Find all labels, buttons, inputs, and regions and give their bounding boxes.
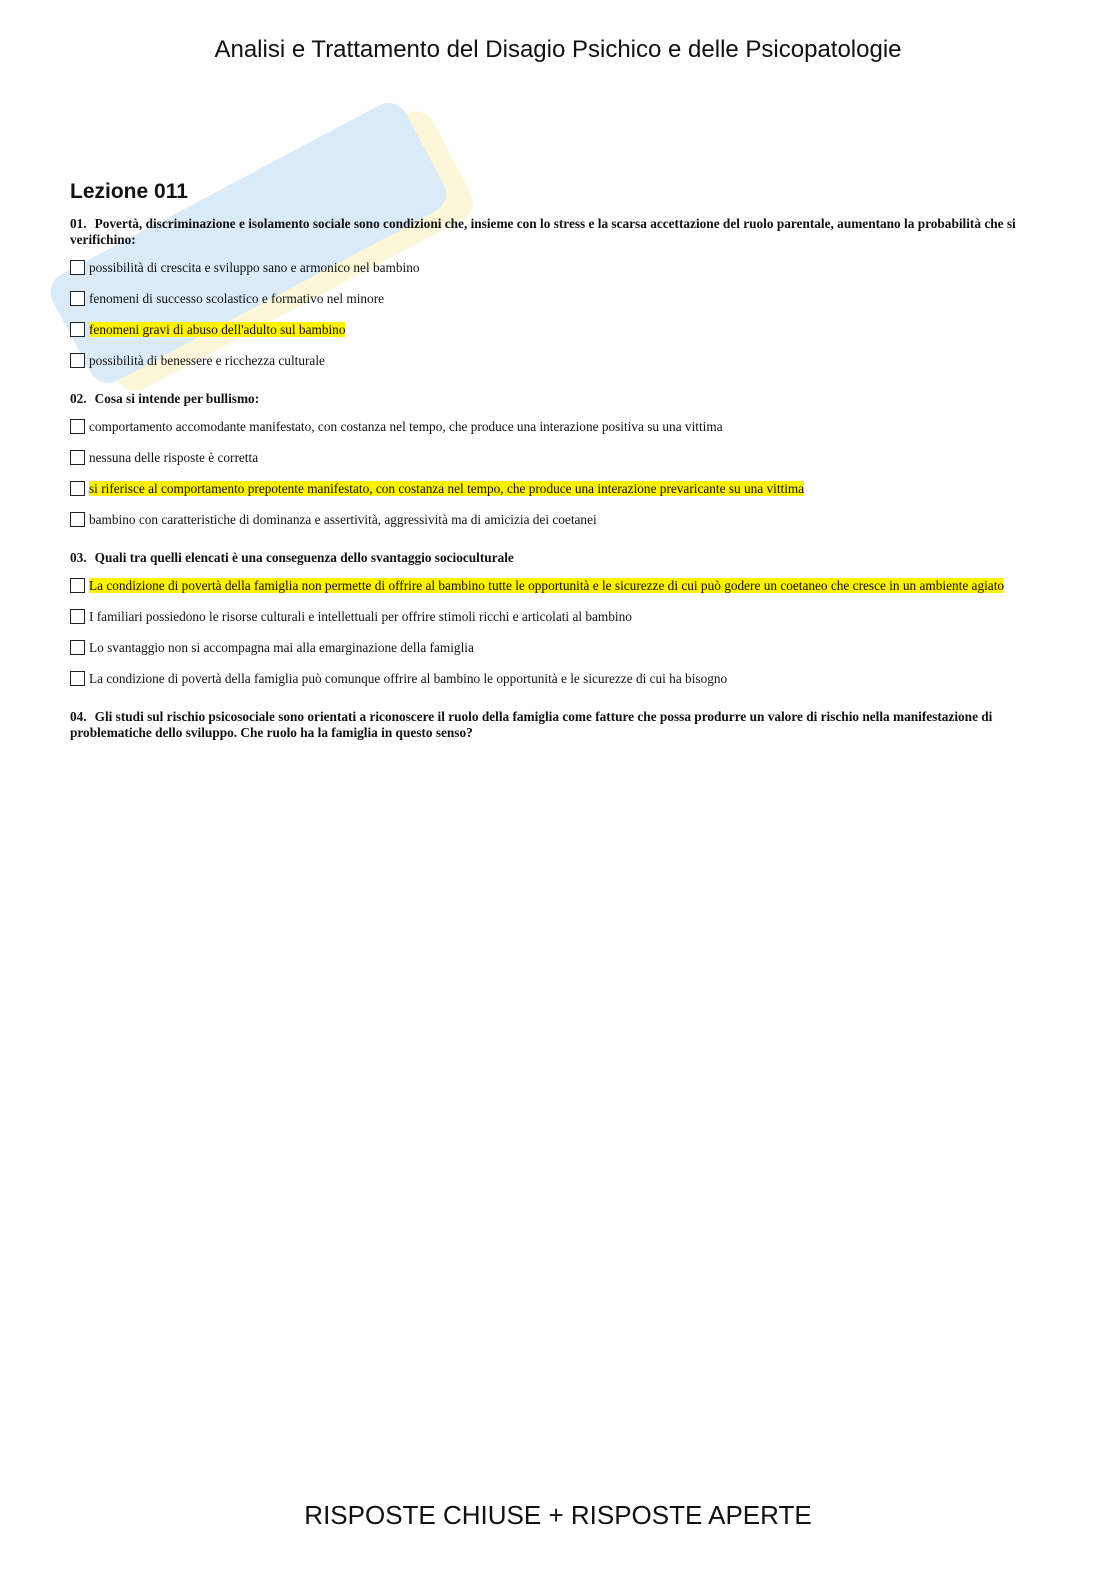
question-text — [70, 709, 1045, 741]
answer-option-text — [89, 419, 1045, 435]
answer-option-text — [89, 353, 1045, 369]
question-text — [70, 216, 1045, 248]
question-text — [70, 391, 1045, 407]
answer-option[interactable] — [70, 609, 1045, 625]
document-content — [70, 180, 1045, 763]
question-number: 02. — [70, 391, 87, 406]
answer-label: possibilità di crescita e sviluppo sano e armonico nel bambino — [89, 260, 420, 275]
answer-option[interactable] — [70, 450, 1045, 466]
question-block — [70, 550, 1045, 687]
answer-checkbox[interactable] — [70, 578, 85, 593]
question-prompt: Cosa si intende per bullismo: — [94, 391, 260, 406]
highlighted-answer-text: si riferisce al comportamento prepotente manifestato, con costanza nel tempo, che produce una interazione prevaricante su una vittima — [89, 481, 805, 496]
question-prompt: Quali tra quelli elencati è una conseguenza dello svantaggio socioculturale — [94, 550, 514, 565]
answer-option[interactable] — [70, 512, 1045, 528]
question-number: 03. — [70, 550, 87, 565]
question-block — [70, 216, 1045, 369]
answer-option-text — [89, 512, 1045, 528]
answer-option[interactable] — [70, 322, 1045, 338]
answer-label: La condizione di povertà della famiglia può comunque offrire al bambino le opportunità e le sicurezze di cui ha bisogno — [89, 671, 728, 686]
answer-option[interactable] — [70, 291, 1045, 307]
question-text — [70, 550, 1045, 566]
answer-option-text — [89, 578, 1045, 594]
page-header-title: Analisi e Trattamento del Disagio Psichico e delle Psicopatologie — [214, 36, 902, 63]
answer-checkbox[interactable] — [70, 260, 85, 275]
answer-checkbox[interactable] — [70, 481, 85, 496]
answer-option-text — [89, 260, 1045, 276]
answer-label: Lo svantaggio non si accompagna mai alla emarginazione della famiglia — [89, 640, 474, 655]
answer-label: bambino con caratteristiche di dominanza e assertività, aggressività ma di amicizia dei coetanei — [89, 512, 597, 527]
answer-option[interactable] — [70, 578, 1045, 594]
lesson-title: Lezione 011 — [70, 180, 188, 203]
answer-option[interactable] — [70, 640, 1045, 656]
answer-option-text — [89, 322, 1045, 338]
answer-label: fenomeni di successo scolastico e formativo nel minore — [89, 291, 385, 306]
answer-option[interactable] — [70, 419, 1045, 435]
answer-option-text — [89, 609, 1045, 625]
answer-checkbox[interactable] — [70, 671, 85, 686]
answer-option[interactable] — [70, 671, 1045, 687]
answer-checkbox[interactable] — [70, 450, 85, 465]
question-prompt: Gli studi sul rischio psicosociale sono orientati a riconoscere il ruolo della famiglia come fatture che possa produrre un valore di rischio nella manifestazione di problematiche dello sviluppo. Che ruolo ha la famiglia in questo senso? — [70, 709, 993, 740]
answer-option-text — [89, 671, 1045, 687]
answer-checkbox[interactable] — [70, 322, 85, 337]
question-number: 01. — [70, 216, 87, 231]
question-number: 04. — [70, 709, 87, 724]
answer-option-text — [89, 481, 1045, 497]
question-list — [70, 216, 1045, 741]
answer-checkbox[interactable] — [70, 353, 85, 368]
answer-label: nessuna delle risposte è corretta — [89, 450, 259, 465]
answer-checkbox[interactable] — [70, 640, 85, 655]
answer-label: possibilità di benessere e ricchezza culturale — [89, 353, 325, 368]
answer-option[interactable] — [70, 481, 1045, 497]
answer-label: comportamento accomodante manifestato, con costanza nel tempo, che produce una interazione positiva su una vittima — [89, 419, 723, 434]
question-block — [70, 391, 1045, 528]
page-footer-text: RISPOSTE CHIUSE + RISPOSTE APERTE — [304, 1500, 812, 1530]
answer-checkbox[interactable] — [70, 419, 85, 434]
question-block — [70, 709, 1045, 741]
answer-checkbox[interactable] — [70, 512, 85, 527]
answer-option[interactable] — [70, 260, 1045, 276]
highlighted-answer-text: La condizione di povertà della famiglia non permette di offrire al bambino tutte le opportunità e le sicurezze di cui può godere un coetaneo che cresce in un ambiente agiato — [89, 578, 1005, 593]
answer-option-text — [89, 450, 1045, 466]
answer-option-text — [89, 640, 1045, 656]
answer-checkbox[interactable] — [70, 609, 85, 624]
answer-label: I familiari possiedono le risorse culturali e intellettuali per offrire stimoli ricchi e articolati al bambino — [89, 609, 632, 624]
answer-checkbox[interactable] — [70, 291, 85, 306]
answer-option[interactable] — [70, 353, 1045, 369]
answer-option-text — [89, 291, 1045, 307]
question-prompt: Povertà, discriminazione e isolamento sociale sono condizioni che, insieme con lo stress e la scarsa accettazione del ruolo parentale, aumentano la probabilità che si verifichino: — [70, 216, 1016, 247]
highlighted-answer-text: fenomeni gravi di abuso dell'adulto sul bambino — [89, 322, 346, 337]
